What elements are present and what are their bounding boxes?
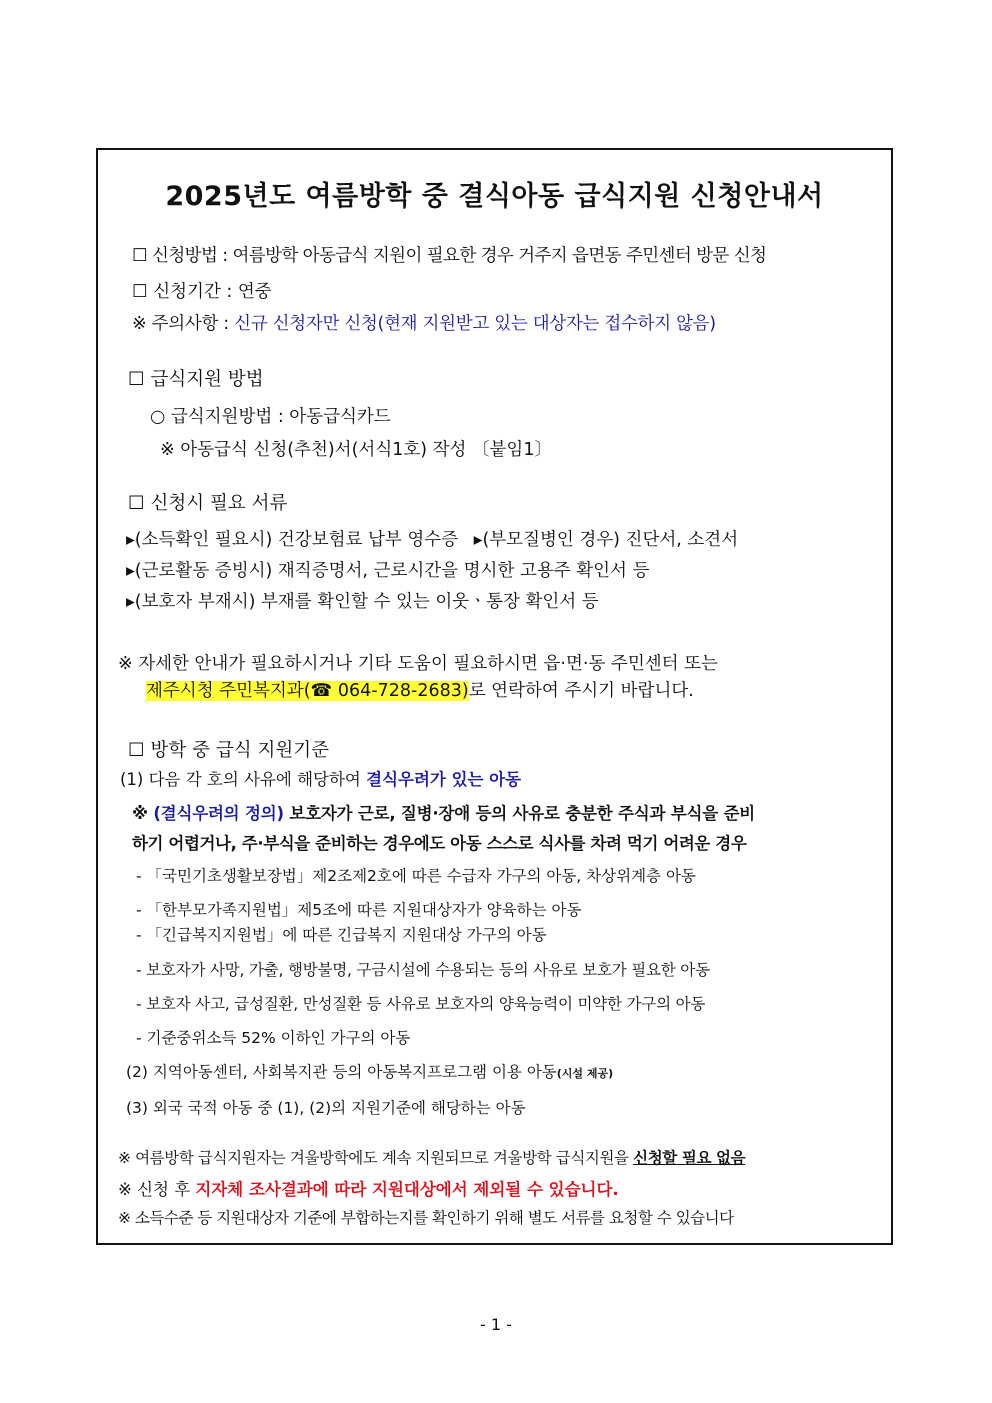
criteria-1-highlight: 결식우려가 있는 아동 xyxy=(366,770,522,789)
definition-line-1 xyxy=(132,800,755,824)
notice-highlight: 신규 신청자만 신청 xyxy=(234,314,378,334)
contact-line-1: ※ 자세한 안내가 필요하시거나 기타 도움이 필요하시면 읍·면·동 주민센터 또는 xyxy=(118,654,718,674)
footer-note-2-text: ※ 신청 후 xyxy=(118,1180,196,1199)
apply-period: ☐ 신청기간 : 연중 xyxy=(132,282,272,302)
documents-row-2: ▸(근로활동 증빙시) 재직증명서, 근로시간을 명시한 고용주 확인서 등 xyxy=(126,561,650,581)
notice-rest: (현재 지원받고 있는 대상자는 접수하지 않음) xyxy=(377,314,716,334)
criteria-heading: ☐ 방학 중 급식 지원기준 xyxy=(128,740,329,761)
documents-item-illness: ▸(부모질병인 경우) 진단서, 소견서 xyxy=(473,530,739,550)
criteria-2 xyxy=(126,1060,613,1082)
criteria-item: - 보호자 사고, 급성질환, 만성질환 등 사유로 보호자의 양육능력이 미약한 가구의 아동 xyxy=(136,995,706,1013)
criteria-2-text: (2) 지역아동센터, 사회복지관 등의 아동복지프로그램 이용 아동 xyxy=(126,1063,557,1081)
definition-label: (결식우려의 정의) xyxy=(147,804,284,823)
criteria-item: - 「긴급복지지원법」에 따른 긴급복지 지원대상 가구의 아동 xyxy=(136,926,547,944)
footer-note-1-text: ※ 여름방학 급식지원자는 겨울방학에도 계속 지원되므로 겨울방학 급식지원을 xyxy=(118,1149,634,1167)
documents-row-1 xyxy=(126,526,738,551)
contact-line-2-rest: 로 연락하여 주시기 바랍니다. xyxy=(468,681,694,701)
documents-heading: ☐ 신청시 필요 서류 xyxy=(128,493,288,514)
contact-phone-highlight: 제주시청 주민복지과(☎ 064-728-2683) xyxy=(146,681,469,701)
page-number: - 1 - xyxy=(480,1315,512,1334)
support-method-item: ○ 급식지원방법 : 아동급식카드 xyxy=(150,407,391,427)
documents-item-income: ▸(소득확인 필요시) 건강보험료 납부 영수증 xyxy=(126,530,459,550)
footer-note-1 xyxy=(118,1146,745,1168)
footer-note-2-warning: 지자체 조사결과에 따라 지원대상에서 제외될 수 있습니다. xyxy=(195,1180,619,1199)
criteria-item: - 「한부모가족지원법」제5조에 따른 지원대상자가 양육하는 아동 xyxy=(136,901,582,919)
support-method-note: ※ 아동급식 신청(추천)서(서식1호) 작성 〔붙임1〕 xyxy=(160,440,552,460)
documents-row-3: ▸(보호자 부재시) 부재를 확인할 수 있는 이웃ㆍ통장 확인서 등 xyxy=(126,592,599,612)
apply-method: ☐ 신청방법 : 여름방학 아동급식 지원이 필요한 경우 거주지 읍면동 주민센터 방문 신청 xyxy=(132,246,767,266)
definition-mark: ※ xyxy=(132,804,148,823)
notice-prefix: ※ 주의사항 : xyxy=(132,314,235,334)
footer-note-2 xyxy=(118,1176,619,1200)
definition-text: 보호자가 근로, 질병·장애 등의 사유로 충분한 주식과 부식을 준비 xyxy=(283,804,756,823)
criteria-1-prefix: (1) 다음 각 호의 사유에 해당하여 xyxy=(120,770,367,789)
criteria-2-note: (시설 제공) xyxy=(556,1067,614,1080)
contact-line-2 xyxy=(146,677,694,702)
footer-note-3: ※ 소득수준 등 지원대상자 기준에 부합하는지를 확인하기 위해 별도 서류를 요청할 수 있습니다 xyxy=(118,1209,734,1227)
notice-box xyxy=(96,148,893,1245)
definition-line-2: 하기 어렵거나, 주·부식을 준비하는 경우에도 아동 스스로 식사를 차려 먹기 어려운 경우 xyxy=(132,834,747,853)
criteria-item: - 보호자가 사망, 가출, 행방불명, 구금시설에 수용되는 등의 사유로 보호가 필요한 아동 xyxy=(136,961,710,979)
support-method-heading: ☐ 급식지원 방법 xyxy=(128,369,264,390)
footer-note-1-emphasis: 신청할 필요 없음 xyxy=(633,1149,746,1167)
criteria-item: - 「국민기초생활보장법」제2조제2호에 따른 수급자 가구의 아동, 차상위계층 아동 xyxy=(136,867,696,885)
page-title: 2025년도 여름방학 중 결식아동 급식지원 신청안내서 xyxy=(165,181,824,212)
criteria-1 xyxy=(120,766,521,790)
criteria-item: - 기준중위소득 52% 이하인 가구의 아동 xyxy=(136,1029,411,1047)
apply-notice xyxy=(132,310,716,335)
criteria-3: (3) 외국 국적 아동 중 (1), (2)의 지원기준에 해당하는 아동 xyxy=(126,1099,526,1117)
